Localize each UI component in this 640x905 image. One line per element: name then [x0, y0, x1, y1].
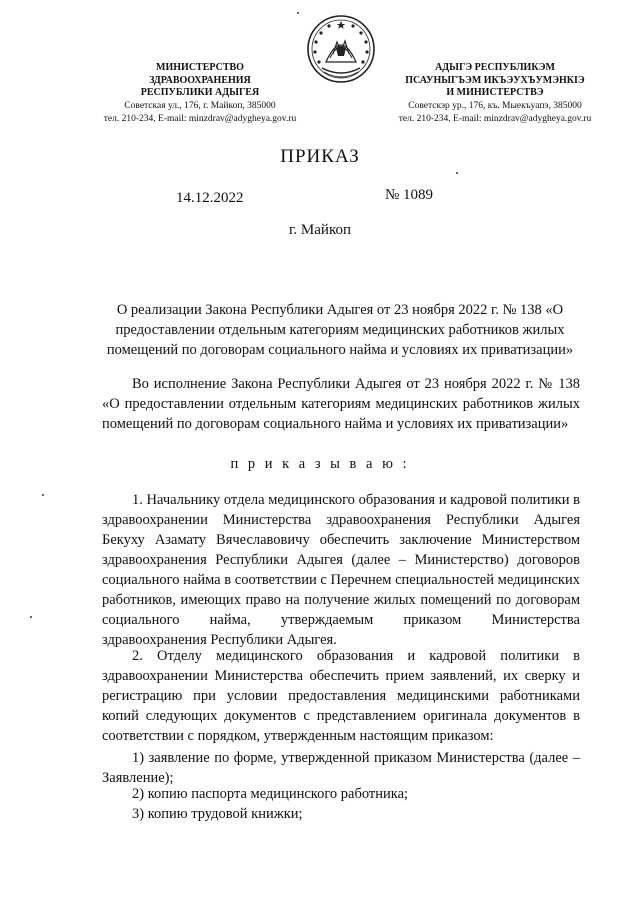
scan-speck: [42, 494, 44, 496]
ministry-name-line: И МИНИСТЕРСТВЭ: [446, 87, 544, 98]
sub-item-1: 1) заявление по форме, утвержденной приказом Министерства (далее – Заявление);: [102, 750, 580, 786]
ministry-contacts: тел. 210-234, E-mail: minzdrav@adygheya.gov.ru: [103, 113, 297, 124]
ministry-name-line: РЕСПУБЛИКИ АДЫГЕЯ: [140, 87, 260, 98]
ministry-header-russian: [103, 62, 297, 126]
republic-of-adygea-coat-of-arms-icon: [306, 14, 376, 84]
scan-speck: [30, 616, 32, 618]
document-city: г. Майкоп: [288, 222, 352, 238]
preamble-paragraph: Во исполнение Закона Республики Адыгея от 23 ноября 2022 г. № 138 «О предоставлении отдельным категориям медицинских работников жилых помещений по договорам социального найма и условиях их приватизации»: [102, 376, 580, 432]
document-number: № 1089: [385, 187, 434, 203]
scan-speck: [297, 12, 299, 14]
order-heading: п р и к а з ы в а ю :: [230, 456, 410, 472]
document-title: ПРИКАЗ: [280, 146, 360, 167]
ministry-address: Советскэр ур., 176, къ. Мыекъуапэ, 385000: [408, 100, 582, 111]
ministry-address: Советская ул., 176, г. Майкоп, 385000: [124, 100, 276, 111]
document-subject: О реализации Закона Республики Адыгея от 23 ноября 2022 г. № 138 «О предоставлении отдельным категориям медицинских работников жилых помещений по договорам социального найма и условиях их приватизации»: [106, 302, 574, 358]
sub-item-3: 3) копию трудовой книжки;: [132, 806, 303, 822]
order-item-1: 1. Начальнику отдела медицинского образования и кадровой политики в здравоохранении Министерства здравоохранения Республики Адыгея Бекуху Азамату Вячеславовичу обеспечить заключение Министерством здравоохранения Республики Адыгея (далее – Министерство) договоров социального найма в соответствии с Перечнем специальностей медицинских работников, имеющих право на получение жилых помещений по договорам социального найма, утверждаемым приказом Министерства здравоохранения Республики Адыгея.: [102, 492, 580, 648]
scan-speck: [456, 172, 458, 174]
ministry-contacts: тел. 210-234, E-mail: minzdrav@adygheya.gov.ru: [398, 113, 592, 124]
ministry-name-line: МИНИСТЕРСТВО: [156, 62, 244, 73]
ministry-header-adyghe: [390, 62, 600, 126]
ministry-name-line: ЗДРАВООХРАНЕНИЯ: [149, 74, 251, 86]
order-item-2: 2. Отделу медицинского образования и кадровой политики в здравоохранении Министерства обеспечить прием заявлений, их сверку и регистрацию при условии предоставления медицинскими работниками копий следующих документов с представлением оригинала документов в соответствии с порядком, утвержденным настоящим приказом:: [102, 648, 580, 744]
ministry-name-line: ПСАУНЫГЪЭМ ИКЪЭУХЪУМЭНКIЭ: [405, 74, 585, 86]
sub-item-2: 2) копию паспорта медицинского работника;: [132, 786, 409, 802]
ministry-name-line: АДЫГЭ РЕСПУБЛИКЭМ: [435, 62, 555, 73]
document-date: 14.12.2022: [176, 190, 244, 206]
